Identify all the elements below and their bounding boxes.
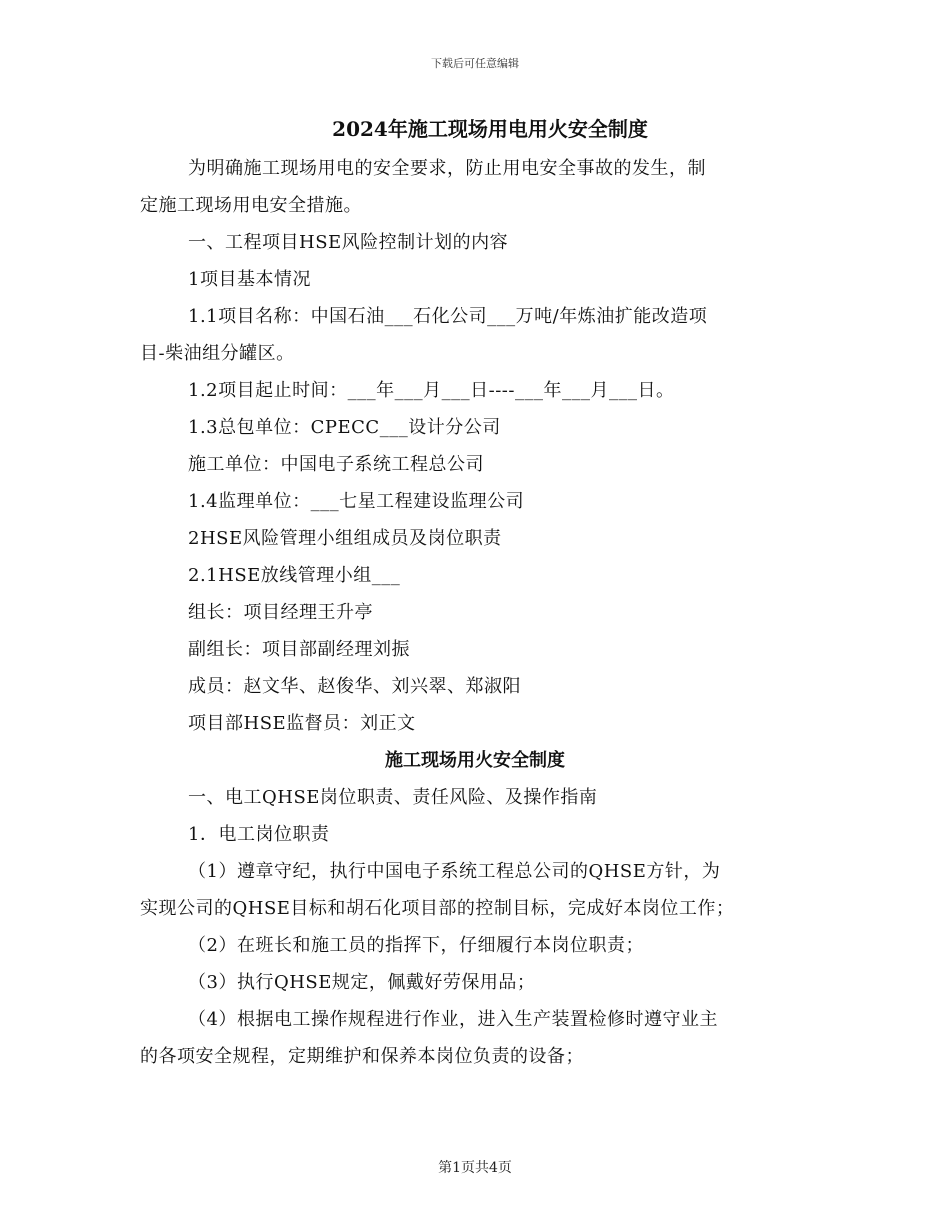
header-note: 下载后可任意编辑 [431,57,519,70]
document-body [140,112,810,1075]
hse-inspector: 项目部HSE监督员：刘正文 [188,713,416,734]
duty-item-2: （2）在班长和施工员的指挥下，仔细履行本岗位职责； [188,935,644,956]
electrician-section-heading: 一、电工QHSE岗位职责、责任风险、及操作指南 [188,787,598,808]
basic-info-heading: 1项目基本情况 [188,269,311,290]
intro-line-1: 为明确施工现场用电的安全要求，防止用电安全事故的发生，制 [188,158,706,179]
document-title: 2024年施工现场用电用火安全制度 [332,117,648,141]
duty-item-4-line-2: 的各项安全规程，定期维护和保养本岗位负责的设备； [140,1046,584,1067]
duty-title: 1．电工岗位职责 [188,824,330,845]
section-heading-hse: 一、工程项目HSE风险控制计划的内容 [188,232,509,253]
duty-item-3: （3）执行QHSE规定，佩戴好劳保用品； [188,972,536,993]
duty-item-1-line-2: 实现公司的QHSE目标和胡石化项目部的控制目标，完成好本岗位工作； [140,898,735,919]
supervision-unit: 1.4监理单位：___七星工程建设监理公司 [188,491,525,512]
project-name-line-2: 目-柴油组分罐区。 [140,343,295,364]
general-contractor: 1.3总包单位：CPECC___设计分公司 [188,417,501,438]
project-name-line-1: 1.1项目名称：中国石油___石化公司___万吨/年炼油扩能改造项 [188,306,708,327]
team-deputy: 副组长：项目部副经理刘振 [188,639,410,660]
page-footer: 第1页共4页 [438,1160,512,1176]
duty-item-4-line-1: （4）根据电工操作规程进行作业，进入生产装置检修时遵守业主 [188,1009,718,1030]
team-members: 成员：赵文华、赵俊华、刘兴翠、郑淑阳 [188,676,521,697]
team-heading: 2HSE风险管理小组组成员及岗位职责 [188,528,502,549]
duty-item-1-line-1: （1）遵章守纪，执行中国电子系统工程总公司的QHSE方针，为 [188,861,721,882]
project-time: 1.2项目起止时间：___年___月___日----___年___月___日。 [188,380,675,401]
section-subtitle: 施工现场用火安全制度 [385,750,565,771]
intro-line-2: 定施工现场用电安全措施。 [140,195,362,216]
team-subheading: 2.1HSE放线管理小组___ [188,565,401,586]
construction-unit: 施工单位：中国电子系统工程总公司 [188,454,484,475]
team-leader: 组长：项目经理王升亭 [188,602,373,623]
